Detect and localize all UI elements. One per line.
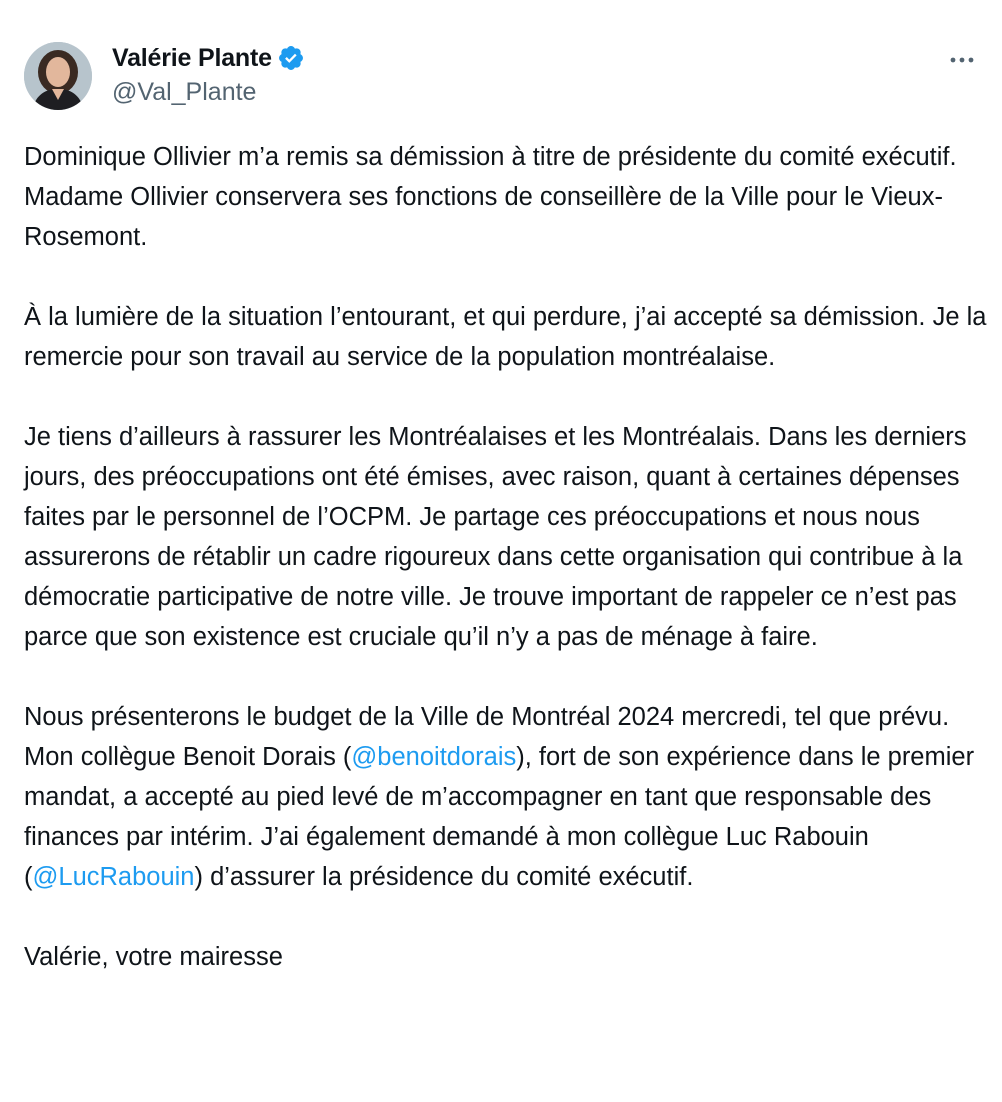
avatar[interactable] [24,42,92,110]
tweet-paragraph-3: Je tiens d’ailleurs à rassurer les Montréalaises et les Montréalais. Dans les derniers jours, des préoccupations ont été émises, avec raison, quant à certaines dépenses faites par le personnel de l’OCPM. Je partage ces préoccupations et nous nous assurerons de rétablir un cadre rigoureux dans cette organisation qui contribue à la démocratie participative de notre ville. Je trouve important de rappeler ce n’est pas parce que son existence est cruciale qu’il n’y a pas de ménage à faire. [24,423,967,651]
display-name[interactable]: Valérie Plante [112,43,272,72]
mention-link-lucrabouin[interactable]: @LucRabouin [32,863,195,891]
name-row [112,40,305,76]
tweet-paragraph-1: Dominique Ollivier m’a remis sa démission à titre de présidente du comité exécutif. Madame Ollivier conservera ses fonctions de conseillère de la Ville pour le Vieux-Rosemont. [24,143,957,251]
paragraph-4-text-c: ) d’assurer la présidence du comité exécutif. [194,863,694,891]
more-options-icon[interactable] [942,44,982,76]
tweet-text [24,137,989,977]
handle[interactable]: @Val_Plante [112,78,257,106]
paragraph-4-text-a: Nous présenterons le budget de la Ville de Montréal 2024 mercredi, tel que prévu. Mon collègue Benoit Dorais ( [24,703,950,771]
profile-photo [24,42,92,110]
verified-badge-icon[interactable] [277,44,305,72]
tweet-paragraph-4 [24,697,989,897]
mention-link-benoitdorais[interactable]: @benoitdorais [351,743,517,771]
tweet-paragraph-2: À la lumière de la situation l’entourant, et qui perdure, j’ai accepté sa démission. Je la remercie pour son travail au service de la population montréalaise. [24,303,987,371]
tweet-header [24,40,986,112]
tweet-signoff: Valérie, votre mairesse [24,943,283,971]
paragraph-4-text-b: ), fort de son expérience dans le premier mandat, a accepté au pied levé de m’accompagner en tant que responsable des finances par intérim. J’ai également demandé à mon collègue Luc Rabouin ( [24,743,975,891]
author-block [112,40,305,107]
